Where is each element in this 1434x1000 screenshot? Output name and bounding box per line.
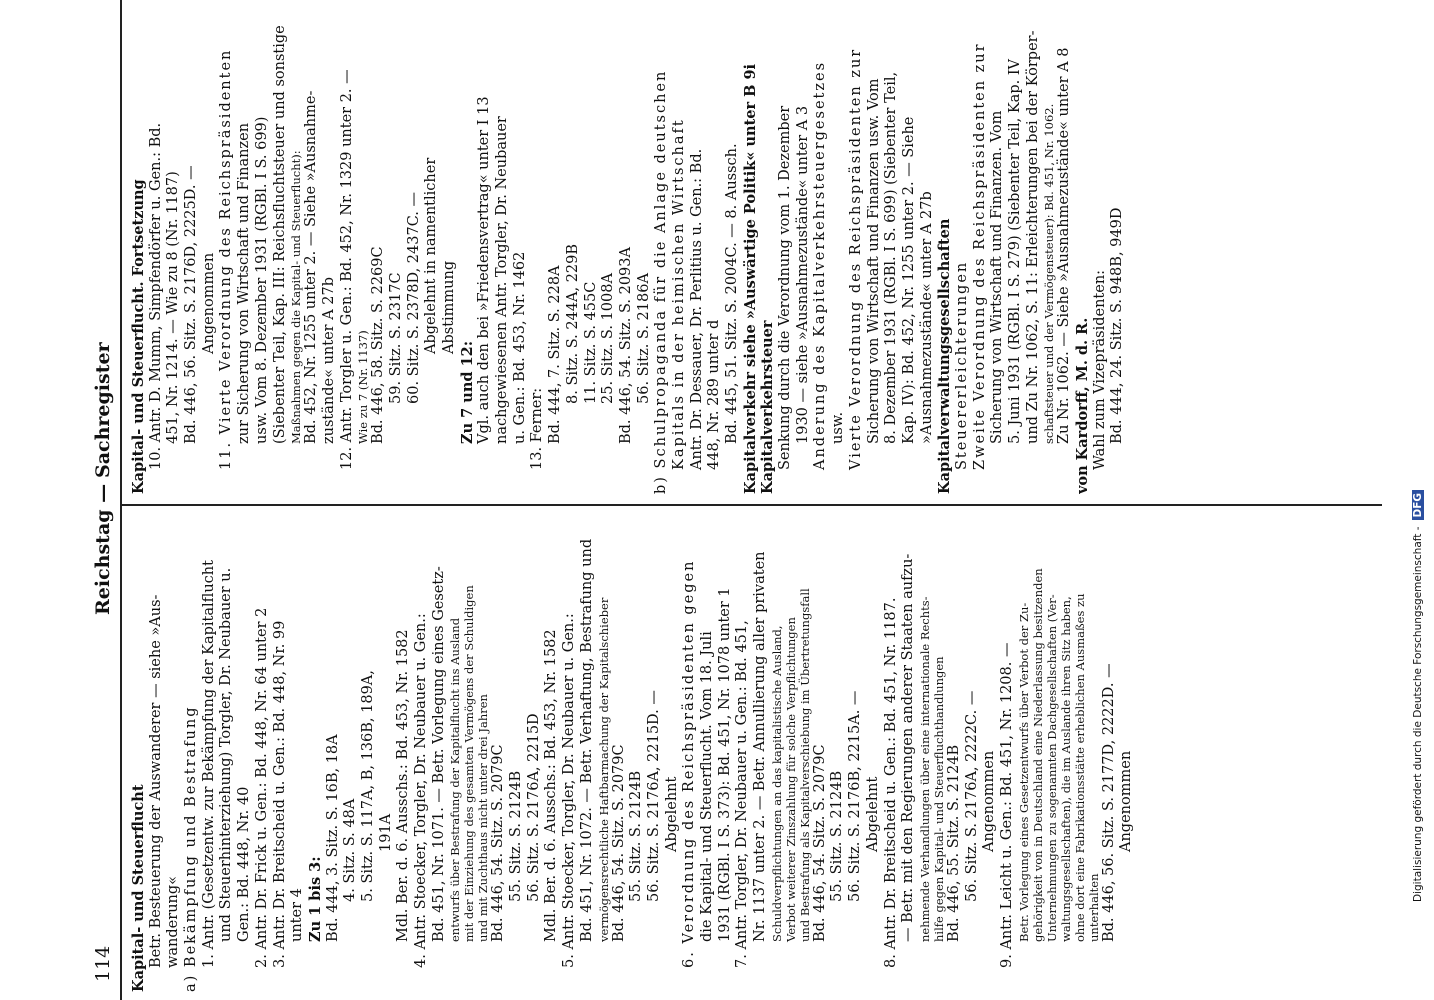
right-column-line: 56. Sitz. S. 2186A [635, 273, 652, 404]
left-column-line: Bd. 446, 56. Sitz. S. 2177D, 2222D. — [1100, 663, 1117, 942]
right-column-line: Bd. 452, Nr. 1255 unter 2. — Siehe »Ausnahme- [303, 90, 320, 444]
left-column-line: Mdl. Ber. d. 6. Ausschs.: Bd. 453, Nr. 1582 [395, 629, 412, 942]
left-column-line: und Bestrafung als Kapitalverschiebung im Übertretungsfall [797, 588, 812, 942]
left-column-line: 56. Sitz. S. 2176A, 2222C. — [963, 690, 980, 902]
right-column-line: b) Schulpropaganda für die Anlage deutschen [653, 69, 670, 494]
right-column-line: u. Gen.: Bd. 453, Nr. 1462 [511, 251, 528, 444]
right-column-line: Bd. 445, 51. Sitz. S. 2004C. — 8. Aussch. [724, 143, 741, 444]
right-column-line: 1930 — siehe »Ausnahmezustände« unter A 3 [794, 105, 811, 444]
left-column-line: 7. Antr. Torgler, Dr. Neubauer u. Gen.: Bd. 451, [734, 620, 751, 968]
left-column-line: Bd. 446, 54. Sitz. S. 2079C [490, 744, 507, 942]
right-column-line: Antr. Dr. Dessauer, Dr. Perlitius u. Gen.: Bd. [688, 148, 705, 470]
right-column-line: »Ausnahmezustände« unter A 27b [918, 191, 935, 444]
right-column-line: von Kardorff, M. d. R. [1074, 317, 1092, 494]
left-column-line: 8. Antr. Dr. Breitscheid u. Gen.: Bd. 451, Nr. 1187. [882, 597, 899, 968]
right-column-line: Zweite Verordnung des Reichspräsidenten zur [971, 42, 988, 470]
left-column-line: Bd. 446, 54. Sitz. S. 2079C [610, 744, 627, 942]
page-number: 114 [92, 945, 114, 982]
left-column-line: Bd. 444, 3. Sitz. S. 16B, 18A [324, 734, 341, 942]
left-column-line: Bd. 451, Nr. 1072. — Betr. Verhaftung, Bestrafung und [578, 538, 595, 942]
left-column-line: vermögensrechtliche Haftbarmachung der Kapitalschieber [596, 597, 611, 942]
right-column-line: Wie zu 7 (Nr. 1137) [356, 330, 371, 444]
left-column-line: Nr. 1137 unter 2. — Betr. Annullierung aller privaten [752, 551, 769, 942]
left-column-line: — Betr. mit den Regierungen anderer Staaten aufzu- [900, 553, 917, 942]
right-column-line: 8. Dezember 1931 (RGBl. I S. 699) (Siebenter Teil, [883, 71, 900, 444]
header-right-title: Sachregister [92, 342, 114, 478]
sidebar-credit [1412, 8, 1432, 992]
header-rule [120, 0, 122, 1000]
left-column-line: 56. Sitz. S. 2176A, 2215D. — [645, 690, 662, 902]
right-column-line: Bd. 446, 54. Sitz. S. 2093A [617, 247, 634, 444]
right-column-line: Kapitals in der heimischen Wirtschaft [670, 118, 687, 470]
left-column-line: Gen.: Bd. 448, Nr. 40 [236, 786, 253, 942]
left-column-line: Mdl. Ber. d. 6. Ausschs.: Bd. 453, Nr. 1582 [543, 629, 560, 942]
left-column-line: Kapital- und Steuerflucht [130, 784, 147, 992]
left-column-line: 56. Sitz. S. 2176B, 2215A. — [847, 690, 864, 902]
left-column-line: 3. Antr. Dr. Breitscheid u. Gen.: Bd. 448, Nr. 99 [271, 620, 288, 968]
right-column-line: und Zu Nr. 1062, S. 11: Erleichterungen bei der Körper- [1024, 30, 1041, 444]
left-column-line: und mit Zuchthaus nicht unter drei Jahren [476, 694, 491, 942]
left-column-line: Zu 1 bis 3: [306, 856, 324, 942]
right-column-line: Steuererleichterungen [953, 260, 970, 470]
column-divider [122, 504, 1382, 506]
left-column-line: Angenommen [981, 750, 998, 852]
left-column-line: Bd. 451, Nr. 1071. — Betr. Vorlegung eines Gesetz- [430, 566, 447, 942]
left-column-line: a) Bekämpfung und Bestrafung [183, 705, 200, 992]
right-column-line: Senkung durch die Verordnung vom 1. Dezember [777, 105, 794, 470]
right-column-line: Vgl. auch den bei »Friedensvertrag« unter I 13 [476, 96, 493, 444]
right-column-line: Angenommen [200, 252, 217, 354]
right-column-line: Kap. IV): Bd. 452, Nr. 1255 unter 2. — Siehe [900, 116, 917, 444]
left-column-line: 56. Sitz. S. 2176A, 2215D [525, 713, 542, 902]
left-column-line: Abgelehnt [864, 776, 881, 852]
right-column-line: Vierte Verordnung des Reichspräsidenten zur [847, 47, 864, 470]
right-column-line: 13. Ferner: [529, 387, 546, 470]
dfg-logo: DFG [1412, 490, 1424, 521]
right-column-line: 59. Sitz. S. 2317C [387, 272, 404, 404]
left-column-line: Bd. 446, 54. Sitz. S. 2079C [811, 744, 828, 942]
left-column-line: Betr. Besteuerung der Auswanderer — siehe »Aus- [147, 594, 164, 968]
right-column-line: Sicherung von Wirtschaft und Finanzen. Vom [989, 110, 1006, 444]
right-column-line: schaftsteuer und der Vermögensteuer): Bd. 451, Nr. 1062. [1042, 103, 1057, 444]
right-column-line: 5. Juni 1931 (RGBl. I S. 279) (Siebenter Teil, Kap. IV [1007, 58, 1024, 444]
left-column-line: Schuldverpflichtungen an das kapitalistische Ausland, [769, 625, 784, 942]
left-column-line: wanderung« [165, 875, 182, 968]
left-column-line: 191A [377, 813, 394, 852]
left-column-line: 55. Sitz. S. 2124B [829, 770, 846, 902]
left-column-line: waltungsgesellschaften), die im Auslande ihren Sitz haben, [1058, 596, 1073, 942]
right-column-line: nachgewiesenen Antr. Torgler, Dr. Neubauer [494, 116, 511, 444]
right-column-line: 448, Nr. 289 unter d [706, 319, 723, 470]
left-column-line: mit der Einziehung des gesamten Vermögens der Schuldigen [462, 585, 477, 942]
right-column-line: zustände« unter A 27b [320, 276, 337, 444]
right-column-line: 60. Sitz. S. 2378D, 2437C. — [405, 192, 422, 404]
left-column-line: und Steuerhinterziehung) Torgler, Dr. Neubauer u. [218, 567, 235, 942]
right-column-line: 10. Antr. D. Mumm, Simpfendörfer u. Gen.: Bd. [147, 122, 164, 470]
right-column-line: Bd. 446, 56. Sitz. S. 2176D, 2225D. — [183, 165, 200, 444]
right-column-line: Kapitalverkehr siehe »Auswärtige Politik« unter B 9i [741, 63, 759, 494]
left-column-line: ohne dort eine Fabrikationsstätte erheblichen Ausmaßes zu [1072, 593, 1087, 942]
right-column-line: Bd. 444, 7. Sitz. S. 228A [547, 265, 564, 444]
right-column [130, 8, 1127, 494]
right-column-line: usw. Vom 8. Dezember 1931 (RGBl. I S. 699) [253, 116, 270, 444]
right-column-line: Abgelehnt in namentlicher [423, 157, 440, 354]
right-column-line: Kapitalverkehrsteuer [759, 320, 777, 494]
left-column-line: 4. Sitz. S. 48A [342, 798, 359, 902]
left-column-line: 9. Antr. Leicht u. Gen.: Bd. 451, Nr. 1208. — [999, 642, 1016, 968]
left-column-line: 6. Verordnung des Reichspräsidenten gegen [681, 559, 698, 968]
left-column-line: 5. Antr. Stoecker, Torgler, Dr. Neubauer u. Gen.: [561, 613, 578, 968]
left-column-line: Betr. Vorlegung eines Gesetzentwurfs über Verbot der Zu- [1016, 602, 1031, 942]
left-column-line: 4. Antr. Stoecker, Torgler, Dr. Neubauer u. Gen.: [413, 613, 429, 968]
right-column-line: Änderung des Kapitalverkehrsteuergesetzes [812, 60, 829, 470]
left-column-line: 2. Antr. Dr. Frick u. Gen.: Bd. 448, Nr. 64 unter 2 [253, 607, 270, 968]
right-column-line: Maßnahmen gegen die Kapital- und Steuerflucht): [289, 150, 304, 444]
left-column-line: Abgelehnt [663, 776, 680, 852]
right-column-line: Abstimmung [441, 260, 458, 354]
credit-text: Digitalisierung gefördert durch die Deutsche Forschungsgemeinschaft - [1412, 526, 1424, 902]
right-column-line: 11. Vierte Verordnung des Reichspräsidenten [218, 48, 235, 470]
left-column-line: 55. Sitz. S. 2124B [508, 770, 525, 902]
right-column-line: Kapital- und Steuerflucht. Fortsetzung [130, 179, 147, 494]
right-column-line: 451, Nr. 1214. — Wie zu 8 (Nr. 1187) [165, 171, 182, 444]
right-column-line: 11. Sitz. S. 455C [582, 281, 599, 404]
left-column-line: 1931 (RGBl. I S. 373): Bd. 451, Nr. 1078 unter 1 [716, 587, 733, 942]
right-column-line: (Siebenter Teil, Kap. III: Reichsfluchtsteuer und sonstige [271, 25, 288, 444]
rotated-register-page [90, 0, 1400, 1000]
left-column-line: 1. Antr. (Gesetzentw. zur Bekämpfung der Kapitalflucht [200, 560, 217, 968]
left-column-line: Bd. 446, 55. Sitz. S. 2124B [945, 744, 962, 942]
right-column-line: zur Sicherung von Wirtschaft und Finanzen [236, 122, 253, 444]
right-column-line: usw. [830, 411, 847, 444]
left-column-line: unterhalten [1086, 873, 1101, 942]
page-header [90, 0, 124, 1000]
right-column-line: Wahl zum Vizepräsidenten: [1091, 269, 1108, 470]
left-column-line: 5. Sitz. S. 117A, B, 136B, 189A, [359, 670, 376, 902]
right-column-line: 25. Sitz. S. 1008A [600, 273, 617, 404]
left-column-line: Verbot weiterer Zinszahlung für solche Verpflichtungen [783, 617, 798, 942]
header-left-title: Reichstag — [92, 483, 114, 615]
sidebar-credit-text [1412, 8, 1432, 992]
right-column-line: Kapitalverwaltungsgesellschaften [936, 218, 954, 494]
left-column-line: 55. Sitz. S. 2124B [628, 770, 645, 902]
left-column-line: Unternehmungen zu sogenannten Dachgesellschaften (Ver- [1044, 594, 1059, 942]
right-column-line: Sicherung von Wirtschaft und Finanzen usw. Vom [865, 78, 882, 444]
left-column [130, 522, 1136, 992]
left-column-line: hilfe gegen Kapital- und Steuerfluchthandlungen [931, 656, 946, 942]
left-column-line: unter 4 [289, 888, 306, 942]
left-column-line: Angenommen [1118, 750, 1135, 852]
right-column-line: Zu Nr. 1062. — Siehe »Ausnahmezustände« unter A 8 [1056, 47, 1073, 444]
left-column-line: entwurfs über Bestrafung der Kapitalflucht ins Ausland [448, 617, 463, 942]
left-column-line: nehmende Verhandlungen über eine internationale Rechts- [917, 596, 932, 942]
right-column-line: Bd. 444, 24. Sitz. S. 948B, 949D [1109, 207, 1126, 444]
right-column-line: Zu 7 und 12: [458, 340, 476, 444]
left-column-line: gehörigkeit von in Deutschland eine Niederlassung besitzenden [1030, 568, 1045, 942]
right-column-line: 8. Sitz. S. 244A, 229B [564, 243, 581, 404]
right-column-line: 12. Antr. Torgler u. Gen.: Bd. 452, Nr. 1329 unter 2. — [338, 69, 355, 470]
right-column-line: Bd. 446, 58. Sitz. S. 2269C [370, 246, 387, 444]
left-column-line: die Kapital- und Steuerflucht. Vom 18. Juli [699, 631, 715, 942]
